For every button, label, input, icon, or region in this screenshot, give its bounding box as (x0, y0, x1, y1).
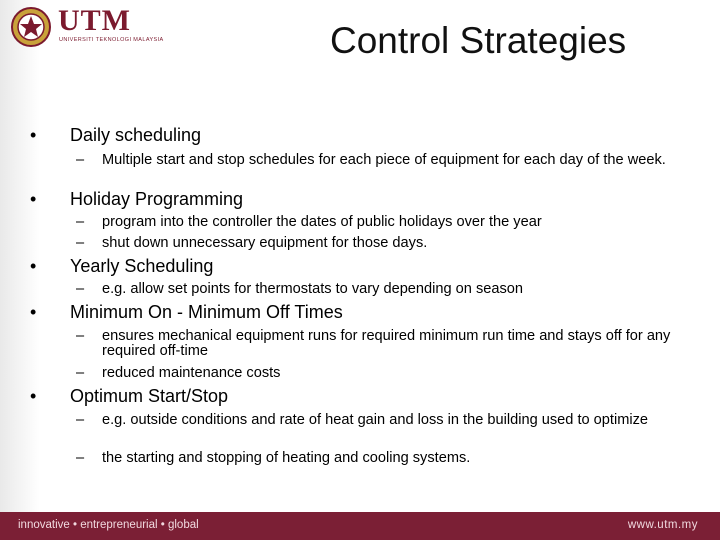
sub-bullet-text: ensures mechanical equipment runs for required minimum run time and stays off for any required off-time (102, 328, 671, 359)
logo-subtext: UNIVERSITI TEKNOLOGI MALAYSIA (59, 37, 164, 43)
dash-icon: – (76, 365, 85, 381)
dash-icon: – (76, 235, 85, 251)
bullet-dot-icon: • (30, 189, 37, 209)
bullet-dot-icon: • (30, 302, 37, 322)
bullet-dot-icon: • (30, 386, 37, 406)
dash-icon: – (76, 152, 85, 168)
footer-tagline: innovative • entrepreneurial • global (18, 519, 199, 531)
sub-bullet (76, 215, 686, 230)
bullet-label: Holiday Programming (70, 189, 244, 209)
sub-bullet-text: the starting and stopping of heating and cooling systems. (102, 450, 471, 466)
sub-bullet (76, 329, 686, 359)
sub-bullet-text: program into the controller the dates of public holidays over the year (102, 214, 542, 230)
bullet-dot-icon: • (30, 256, 37, 276)
sub-bullet-text: shut down unnecessary equipment for those days. (102, 235, 428, 251)
sub-bullet-text: Multiple start and stop schedules for each piece of equipment for each day of the week. (102, 152, 666, 168)
logo-text: UTM (58, 4, 131, 37)
sub-bullet (76, 236, 686, 251)
dash-icon: – (76, 412, 85, 428)
bullet-label: Optimum Start/Stop (70, 386, 229, 406)
footer-url[interactable]: www.utm.my (627, 519, 698, 531)
dash-icon: – (76, 328, 85, 344)
dash-icon: – (76, 450, 85, 466)
bullet-label: Daily scheduling (70, 125, 202, 145)
sub-bullet (76, 451, 686, 466)
dash-icon: – (76, 214, 85, 230)
bullet-dot-icon: • (30, 125, 37, 145)
sub-bullet (76, 282, 686, 297)
sub-bullet-text: e.g. allow set points for thermostats to vary depending on season (102, 281, 524, 297)
sub-bullet (76, 413, 686, 428)
footer-bar (0, 512, 720, 540)
dash-icon: – (76, 281, 85, 297)
sub-bullet-text: reduced maintenance costs (102, 365, 281, 381)
bullet-label: Yearly Scheduling (70, 256, 214, 276)
sub-bullet (76, 366, 686, 381)
page-title: Control Strategies (330, 20, 627, 61)
sub-bullet-text: e.g. outside conditions and rate of heat gain and loss in the building used to optimize (102, 412, 649, 428)
bullet-label: Minimum On - Minimum Off Times (70, 302, 343, 322)
utm-logo (10, 6, 195, 48)
utm-emblem-icon (10, 6, 52, 48)
sub-bullet (76, 153, 686, 168)
